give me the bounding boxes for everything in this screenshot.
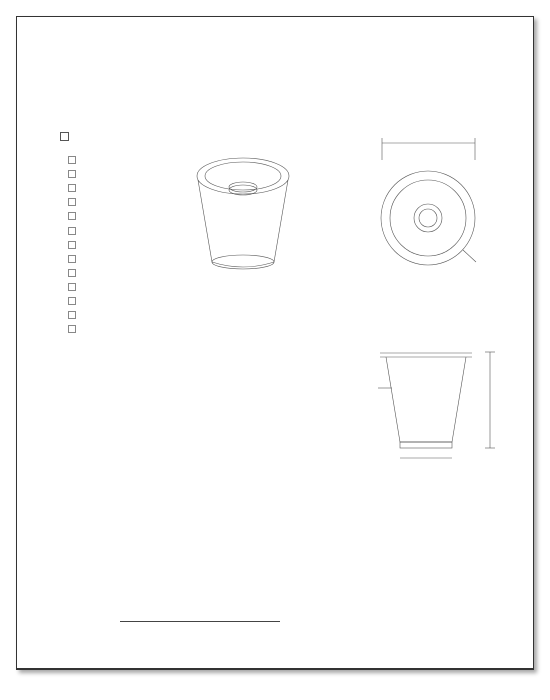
footer-divider (16, 668, 534, 669)
top-view-drawing (381, 138, 476, 265)
isometric-view-drawing (197, 158, 289, 269)
title-divider (120, 621, 280, 622)
front-view-drawing (378, 352, 495, 458)
